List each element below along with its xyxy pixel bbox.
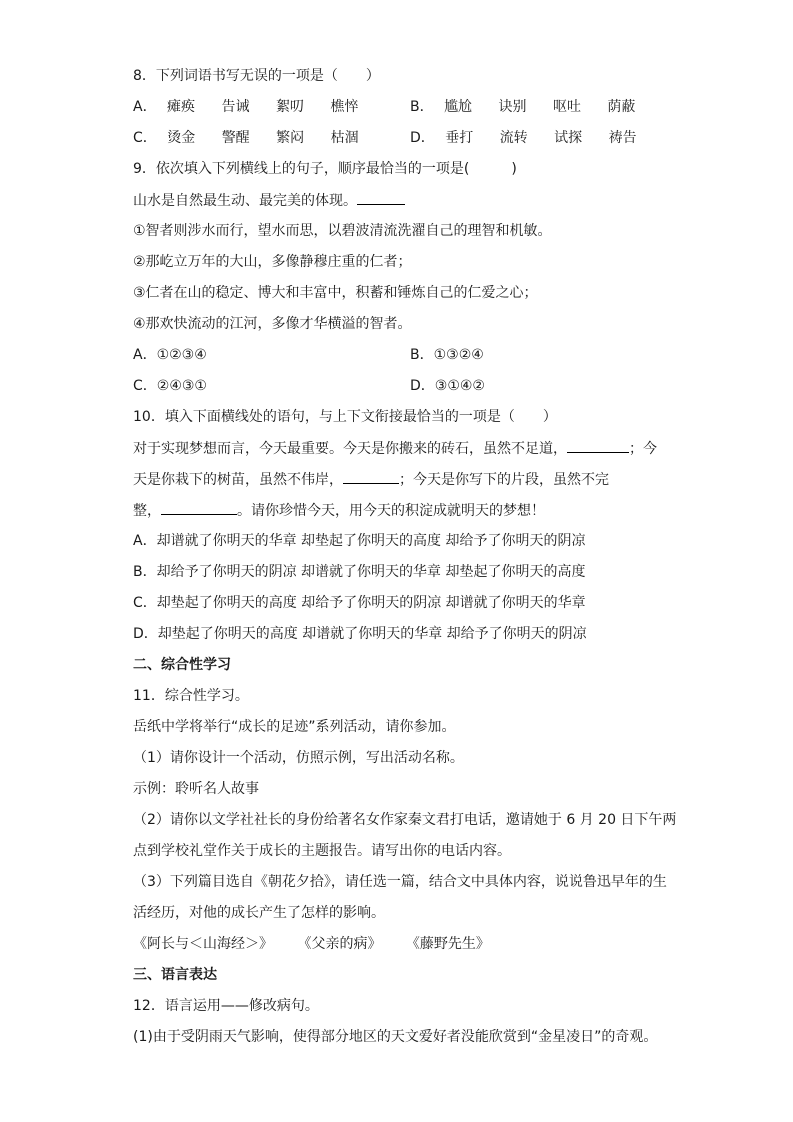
q12-stem: 12．语言运用——修改病句。 — [133, 998, 319, 1014]
passage-text: 天是你栽下的树苗，虽然不伟岸， — [133, 472, 343, 488]
word: 繁闷 — [276, 130, 305, 146]
word: 告诫 — [221, 99, 250, 115]
q12-sentence-1: (1)由于受阴雨天气影响，使得部分地区的天文爱好者没能欣赏到“金星凌日”的奇观。 — [133, 1029, 658, 1045]
q10-option-d: D．却垫起了你明天的高度 却谱就了你明天的华章 却给予了你明天的阴凉 — [133, 626, 587, 642]
passage-text: 整， — [133, 503, 161, 519]
word: 警醒 — [221, 130, 250, 146]
q8-stem: 8．下列词语书写无误的一项是（ ） — [133, 68, 380, 84]
q11-part-1: （1）请你设计一个活动，仿照示例，写出活动名称。 — [133, 750, 464, 766]
word: 枯涸 — [330, 130, 359, 146]
q9-option-d: D．③①④② — [410, 378, 485, 394]
q8-option-a — [133, 97, 380, 117]
q8-option-b — [410, 97, 657, 117]
word: 呕吐 — [552, 99, 581, 115]
q10-passage-line-3 — [133, 500, 545, 521]
answer-blank — [161, 500, 237, 515]
q9-intro-text: 山水是自然最生动、最完美的体现。 — [133, 193, 357, 209]
q9-sentence-4: ④那欢快流动的江河，多像才华横溢的智者。 — [133, 316, 412, 332]
q9-option-c: C．②④③① — [133, 378, 207, 394]
q8-option-c — [133, 128, 381, 148]
q10-option-b: B．却给予了你明天的阴凉 却谱就了你明天的华章 却垫起了你明天的高度 — [133, 564, 586, 580]
word: 瘫痪 — [167, 99, 196, 115]
option-label: A． — [133, 99, 157, 115]
option-label: C． — [133, 130, 157, 146]
q9-intro — [133, 190, 405, 211]
word: 流转 — [499, 130, 528, 146]
q11-stem: 11．综合性学习。 — [133, 688, 249, 704]
word: 垂打 — [445, 130, 474, 146]
passage-text: 对于实现梦想而言，今天最重要。今天是你搬来的砖石，虽然不足道， — [133, 441, 567, 457]
q10-stem: 10．填入下面横线处的语句，与上下文衔接最恰当的一项是（ ） — [133, 409, 557, 425]
option-label: B． — [410, 99, 434, 115]
q11-part-3-line-1: （3）下列篇目选自《朝花夕拾》，请任选一篇，结合文中具体内容，说说鲁迅早年的生 — [133, 874, 667, 890]
word: 荫蔽 — [607, 99, 636, 115]
word: 诀别 — [498, 99, 527, 115]
q11-part-2-line-2: 点到学校礼堂作关于成长的主题报告。请写出你的电话内容。 — [133, 843, 511, 859]
book-title: 《藤野先生》 — [405, 936, 490, 952]
q9-sentence-2: ②那屹立万年的大山，多像静穆庄重的仁者； — [133, 254, 412, 270]
q10-option-c: C．却垫起了你明天的高度 却给予了你明天的阴凉 却谱就了你明天的华章 — [133, 595, 586, 611]
passage-text: ；今 — [629, 441, 657, 457]
q11-part-3-line-2: 活经历，对他的成长产生了怎样的影响。 — [133, 905, 385, 921]
section-heading-3: 三、语言表达 — [133, 967, 217, 983]
q9-sentence-1: ①智者则涉水而行，望水而思，以碧波清流洗濯自己的理智和机敏。 — [133, 223, 552, 239]
answer-blank — [357, 190, 405, 205]
q11-intro: 岳纸中学将举行“成长的足迹”系列活动，请你参加。 — [133, 719, 456, 735]
q8-option-d — [410, 128, 659, 148]
answer-blank — [343, 469, 399, 484]
q10-passage-line-1 — [133, 438, 657, 459]
q9-option-a: A．①②③④ — [133, 347, 207, 363]
book-title: 《阿长与＜山海经＞》 — [133, 936, 273, 952]
word: 絮叨 — [275, 99, 304, 115]
q11-example: 示例：聆听名人故事 — [133, 781, 259, 797]
answer-blank — [567, 438, 629, 453]
word: 祷告 — [608, 130, 637, 146]
q11-titles — [133, 934, 490, 954]
q9-option-b: B．①③②④ — [410, 347, 484, 363]
passage-text: ；今天是你写下的片段，虽然不完 — [399, 472, 609, 488]
q9-sentence-3: ③仁者在山的稳定、博大和丰富中，积蓄和锤炼自己的仁爱之心； — [133, 285, 538, 301]
word: 樵悴 — [330, 99, 359, 115]
word: 烫金 — [167, 130, 196, 146]
word: 尴尬 — [444, 99, 473, 115]
word: 试探 — [554, 130, 583, 146]
q9-stem: 9．依次填入下列横线上的句子，顺序最恰当的一项是( ) — [133, 161, 517, 177]
q10-option-a: A．却谱就了你明天的华章 却垫起了你明天的高度 却给予了你明天的阴凉 — [133, 533, 586, 549]
q10-passage-line-2 — [133, 469, 609, 490]
option-label: D． — [410, 130, 435, 146]
book-title: 《父亲的病》 — [297, 936, 382, 952]
passage-text: 。请你珍惜今天，用今天的积淀成就明天的梦想！ — [237, 503, 545, 519]
section-heading-2: 二、综合性学习 — [133, 657, 231, 673]
q11-part-2-line-1: （2）请你以文学社社长的身份给著名女作家秦文君打电话，邀请她于 6 月 20 日下午两 — [133, 812, 677, 828]
